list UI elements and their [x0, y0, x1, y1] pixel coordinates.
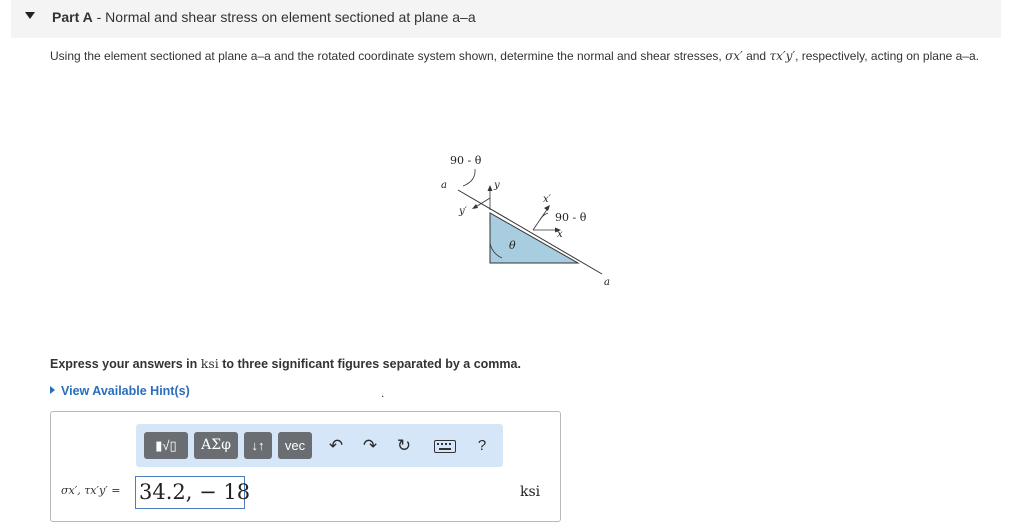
tau-symbol: τx′y′ [769, 49, 796, 63]
keyboard-icon[interactable] [432, 434, 458, 458]
y-prime-label: y′ [459, 206, 467, 217]
answer-label: σx′, τx′y′ = [61, 484, 121, 497]
undo-icon[interactable]: ↶ [328, 436, 344, 455]
reset-icon[interactable]: ↻ [396, 436, 412, 455]
question-text-before: Using the element sectioned at plane a–a and the rotated coordinate system shown, determine the normal and shear stresses, [50, 49, 726, 63]
x-prime-label: x′ [543, 194, 551, 205]
instruction-unit: ksi [200, 356, 219, 371]
y-prime-axis-arrow [472, 204, 478, 209]
vec-button[interactable]: vec [278, 432, 312, 459]
view-hints-label: View Available Hint(s) [61, 384, 190, 398]
symbols-button[interactable]: ΑΣφ [194, 432, 238, 459]
sigma-symbol: σx′ [725, 49, 743, 63]
part-title[interactable] [52, 9, 476, 25]
question-text-after: , respectively, acting on plane a–a. [795, 49, 979, 63]
answer-input[interactable]: 34.2, − 18 [135, 476, 245, 509]
redo-icon[interactable]: ↷ [362, 436, 378, 455]
stress-element-diagram [430, 150, 630, 290]
arrows-button[interactable]: ↓↑ [244, 432, 272, 459]
instruction-text [50, 356, 521, 371]
stray-dot: . [381, 386, 385, 400]
part-title-text: Normal and shear stress on element sectioned at plane a–a [105, 9, 476, 25]
plane-label-bottom: a [604, 277, 610, 288]
templates-button[interactable]: ▮√▯ [144, 432, 188, 459]
question-and: and [742, 49, 770, 63]
part-separator: - [92, 9, 106, 25]
y-axis-arrow [488, 185, 493, 191]
answer-unit: ksi [520, 484, 541, 500]
theta-label: θ [509, 239, 516, 252]
plane-label-top: a [441, 180, 447, 191]
angle-arc-top [463, 169, 475, 186]
angle-label-top: 90 - θ [450, 154, 482, 167]
answer-box [50, 411, 561, 522]
caret-right-icon [50, 386, 55, 394]
collapse-caret-icon[interactable] [25, 12, 35, 19]
instruction-before: Express your answers in [50, 357, 201, 371]
x-axis-label: x [557, 229, 563, 240]
y-axis-label: y [494, 180, 500, 191]
instruction-after: to three significant figures separated by a comma. [218, 357, 521, 371]
math-toolbar [136, 424, 503, 467]
view-hints-link[interactable] [50, 384, 190, 398]
x-prime-axis-arrow [544, 205, 550, 211]
question-text [50, 48, 1000, 65]
help-button[interactable]: ? [477, 437, 487, 454]
angle-label-right: 90 - θ [555, 211, 587, 224]
part-label: Part A [52, 9, 93, 25]
